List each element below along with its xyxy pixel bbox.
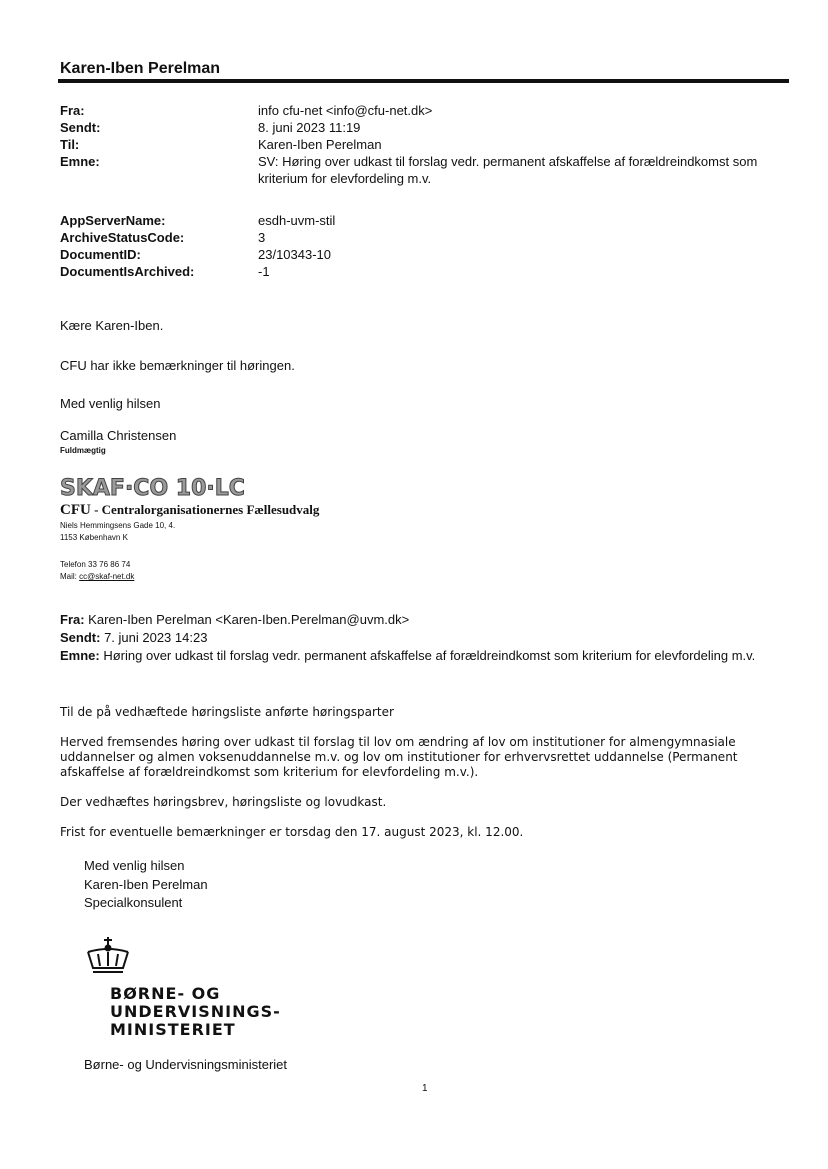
crown-icon: [84, 936, 132, 976]
fwd-signer: Karen-Iben Perelman: [84, 877, 208, 892]
sender-name-header: Karen-Iben Perelman: [60, 60, 221, 77]
page-number: 1: [422, 1083, 428, 1094]
address-line-1: Niels Hemmingsens Gade 10, 4.: [60, 521, 176, 530]
app-server-label: AppServerName:: [60, 213, 166, 228]
fwd-paragraph-2: Herved fremsendes høring over udkast til forslag til lov om ændring af lov om institutioner for almengymnasiale uddannelser og almen voksenuddannelse m.v. og lov om institutioner for erhvervsrettet uddannelse (Permanent afskaffelse af forældreindkomst som kriterium for elevfordeling m.v.).: [60, 735, 738, 779]
fwd-signer-title: Specialkonsulent: [84, 895, 183, 910]
reply-closing: Med venlig hilsen: [60, 396, 161, 411]
sent-label: Sendt:: [60, 120, 101, 135]
sent-value: 8. juni 2023 11:19: [258, 120, 361, 135]
ministry-line-2: UNDERVISNINGS-: [110, 1002, 281, 1021]
ministry-name: Børne- og Undervisningsministeriet: [84, 1057, 288, 1072]
reply-message: CFU har ikke bemærkninger til høringen.: [60, 358, 295, 373]
document-archived-value: -1: [258, 264, 270, 279]
fwd-paragraph-4: Frist for eventuelle bemærkninger er torsdag den 17. august 2023, kl. 12.00.: [60, 825, 524, 839]
skaf-logo: SKAF·CO 10·LC: [60, 476, 245, 501]
to-value: Karen-Iben Perelman: [258, 137, 382, 152]
cfu-org-line: [60, 502, 319, 519]
fwd-subject-value: Høring over udkast til forslag vedr. permanent afskaffelse af forældreindkomst som kriterium for elevfordeling m.v.: [99, 648, 756, 663]
fwd-from-value: Karen-Iben Perelman <Karen-Iben.Perelman@uvm.dk>: [84, 612, 410, 627]
reply-signer: Camilla Christensen: [60, 428, 177, 443]
fwd-paragraph-3: Der vedhæftes høringsbrev, høringsliste og lovudkast.: [60, 795, 387, 809]
ministry-logo-text: [110, 985, 281, 1039]
fwd-sent-value: 7. juni 2023 14:23: [100, 630, 208, 645]
archive-status-label: ArchiveStatusCode:: [60, 230, 185, 245]
to-label: Til:: [60, 137, 80, 152]
fwd-from-label: Fra:: [60, 612, 85, 627]
mail-link[interactable]: cc@skaf-net.dk: [79, 572, 135, 581]
document-id-value: 23/10343-10: [258, 247, 332, 262]
ministry-line-3: MINISTERIET: [110, 1020, 236, 1039]
cfu-abbr: CFU: [60, 502, 91, 518]
cfu-name: - Centralorganisationernes Fællesudvalg: [90, 502, 320, 517]
reply-signer-title: Fuldmægtig: [60, 446, 106, 455]
fwd-from-row: [60, 611, 790, 629]
document-archived-label: DocumentIsArchived:: [60, 264, 195, 279]
fwd-subject-label: Emne:: [60, 648, 100, 663]
phone: Telefon 33 76 86 74: [60, 560, 131, 569]
address-line-2: 1153 København K: [60, 533, 128, 542]
subject-value: SV: Høring over udkast til forslag vedr. permanent afskaffelse af forældreindkomst som kriterium for elevfordeling m.v.: [258, 154, 758, 186]
fwd-closing: Med venlig hilsen: [84, 858, 185, 873]
fwd-sent-row: [60, 629, 790, 647]
fwd-sent-label: Sendt:: [60, 630, 101, 645]
fwd-paragraph-1: Til de på vedhæftede høringsliste anførte høringsparter: [60, 705, 394, 719]
header-divider: [58, 79, 789, 83]
fwd-subject-row: [60, 647, 790, 665]
app-server-value: esdh-uvm-stil: [258, 213, 336, 228]
from-label: Fra:: [60, 103, 85, 118]
greeting: Kære Karen-Iben.: [60, 318, 164, 333]
archive-status-value: 3: [258, 230, 266, 245]
from-value: info cfu-net <info@cfu-net.dk>: [258, 103, 433, 118]
ministry-line-1: BØRNE- OG: [110, 984, 221, 1003]
mail-label: Mail:: [60, 572, 80, 581]
mail-line: [60, 571, 134, 583]
subject-label: Emne:: [60, 154, 100, 169]
document-id-label: DocumentID:: [60, 247, 141, 262]
